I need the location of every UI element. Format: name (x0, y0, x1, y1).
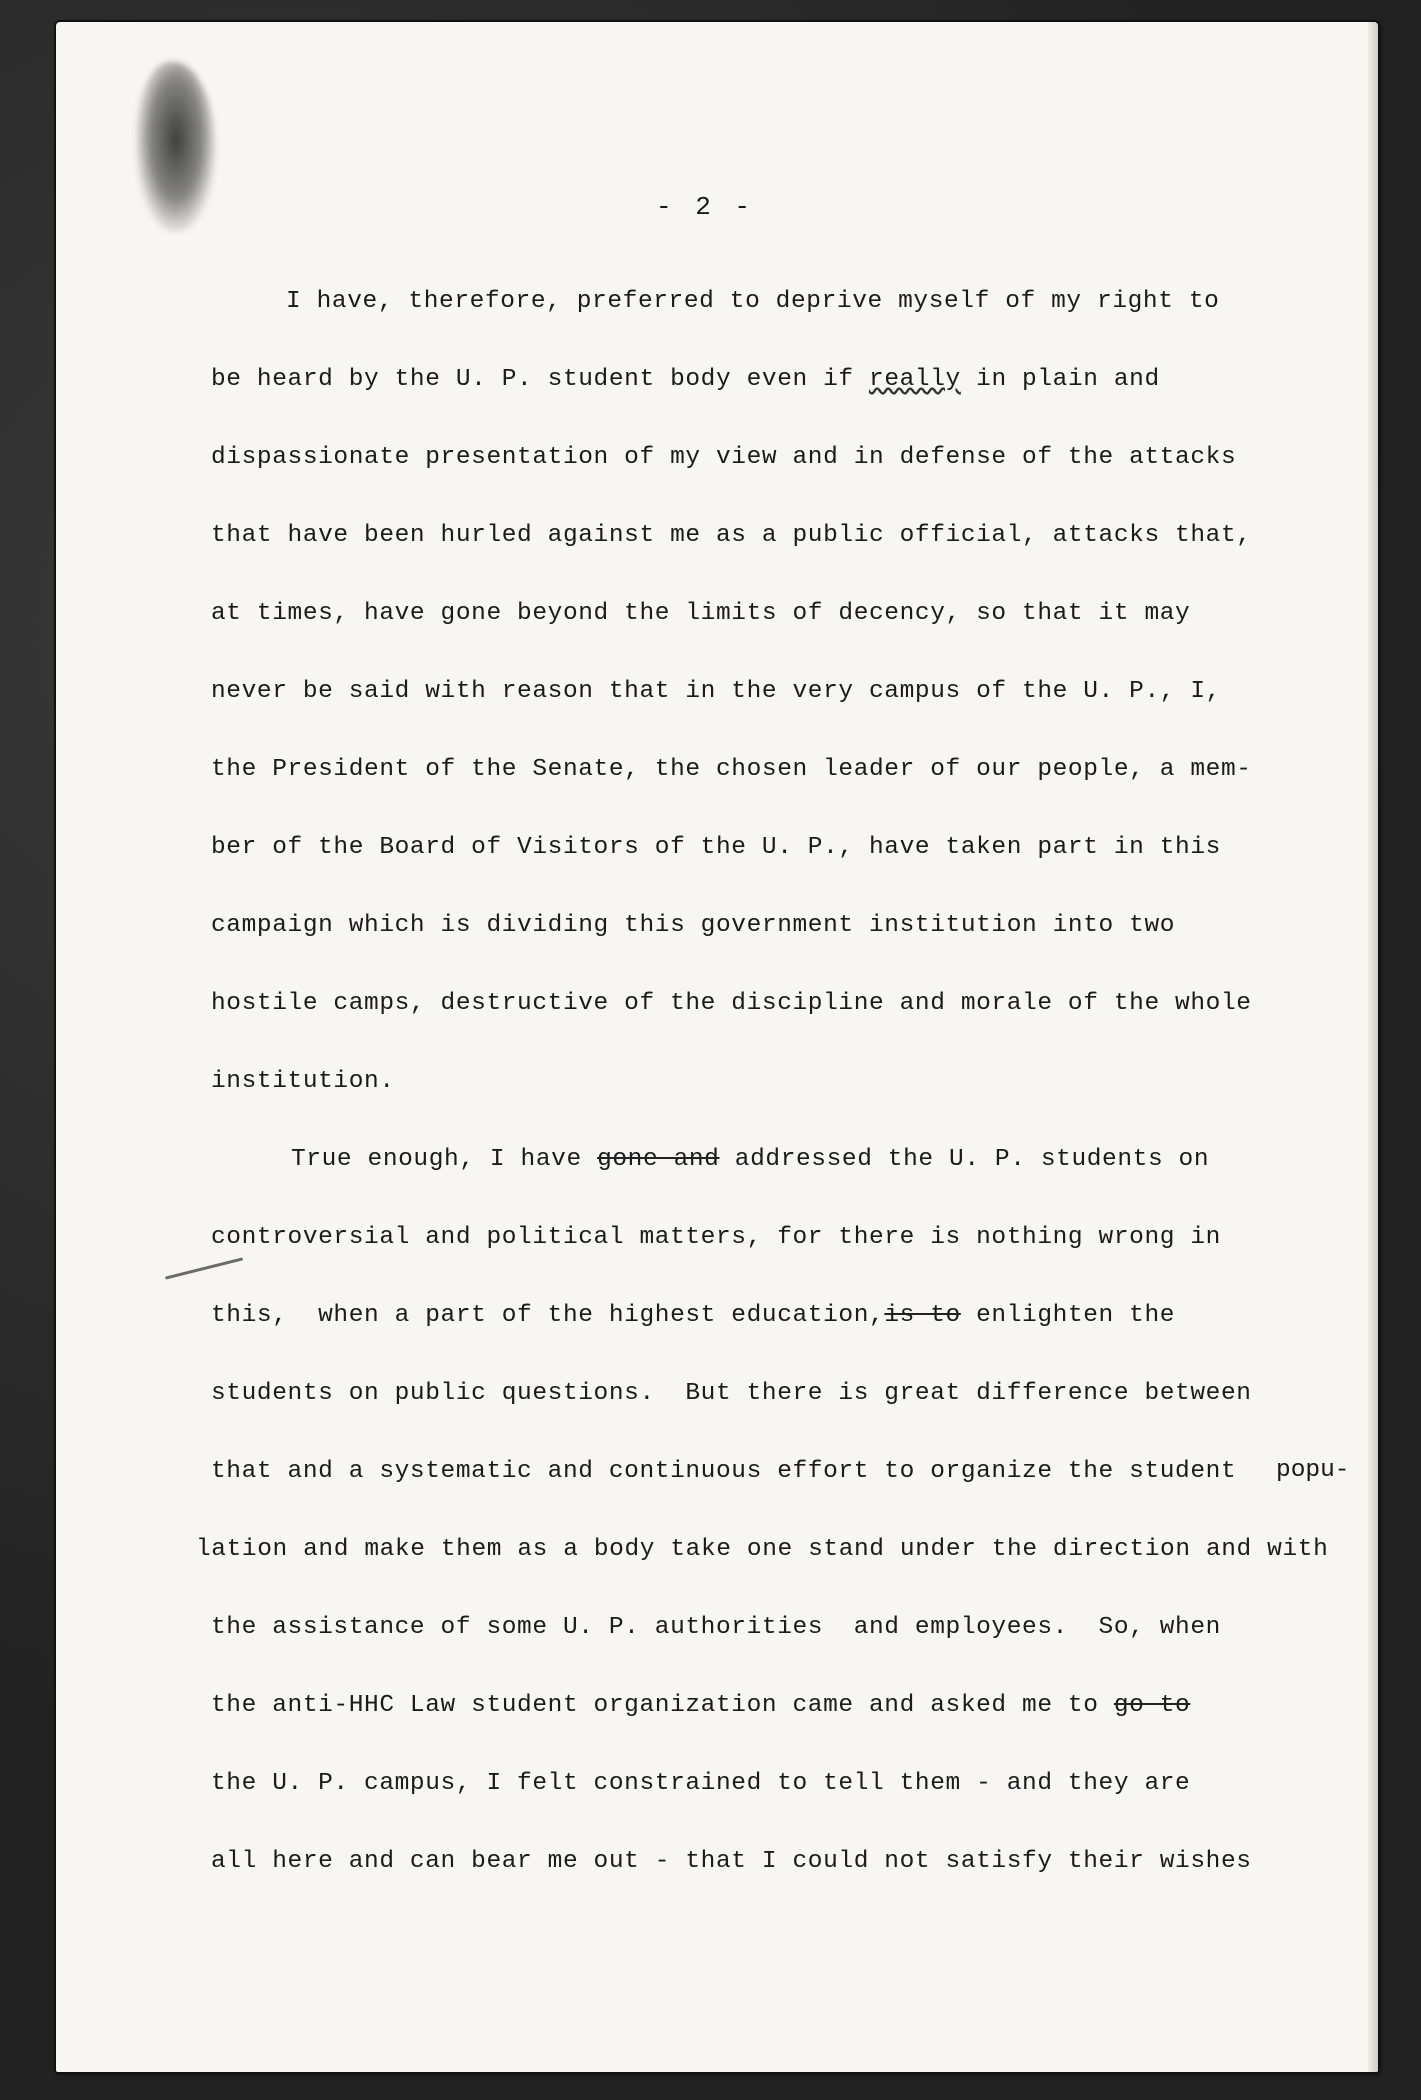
text-line-17: lation and make them as a body take one stand under the direction and with (196, 1536, 1329, 1563)
text-line-11: institution. (211, 1068, 395, 1095)
text-line-16: that and a systematic and continuous effort to organize the student (211, 1458, 1237, 1485)
text-line-15: students on public questions. But there is great difference between (211, 1380, 1252, 1407)
text-line-21: all here and can bear me out - that I could not satisfy their wishes (211, 1848, 1252, 1875)
page-edge (1368, 22, 1378, 2072)
text-line-14-tail: enlighten the (960, 1302, 1176, 1329)
ink-smudge (136, 62, 216, 232)
text-line-7: the President of the Senate, the chosen leader of our people, a mem- (211, 756, 1252, 783)
text-line-14 (211, 1301, 1175, 1331)
document-page (56, 22, 1378, 2072)
underlined-word: really (869, 366, 961, 393)
text-line-14-start: this, when a part of the highest education, (211, 1302, 885, 1329)
text-line-8: ber of the Board of Visitors of the U. P., have taken part in this (211, 834, 1221, 861)
pencil-mark (165, 1257, 243, 1279)
text-line-1: I have, therefore, preferred to deprive myself of my right to (286, 288, 1220, 315)
text-line-12 (291, 1145, 1209, 1175)
struck-text-2: is to (884, 1302, 961, 1329)
text-line-12-tail: addressed the U. P. students on (719, 1146, 1210, 1173)
text-line-5: at times, have gone beyond the limits of decency, so that it may (211, 600, 1191, 627)
text-line-10: hostile camps, destructive of the discipline and morale of the whole (211, 990, 1252, 1017)
text-line-2-start: be heard by the U. P. student body even if (211, 366, 870, 393)
page-number: - 2 - (656, 192, 755, 222)
margin-hyphenation: popu- (1276, 1457, 1350, 1484)
text-line-2 (211, 365, 1160, 395)
struck-text-1: gone and (597, 1146, 720, 1173)
text-line-4: that have been hurled against me as a public official, attacks that, (211, 522, 1252, 549)
text-line-6: never be said with reason that in the very campus of the U. P., I, (211, 678, 1221, 705)
text-line-3: dispassionate presentation of my view and in defense of the attacks (211, 444, 1237, 471)
text-line-19-start: the anti-HHC Law student organization came and asked me to (211, 1692, 1114, 1719)
text-line-12-start: True enough, I have (291, 1146, 598, 1173)
struck-text-3: go to (1113, 1692, 1191, 1719)
text-line-20: the U. P. campus, I felt constrained to tell them - and they are (211, 1770, 1191, 1797)
text-line-18: the assistance of some U. P. authorities and employees. So, when (211, 1614, 1221, 1641)
text-line-13: controversial and political matters, for there is nothing wrong in (211, 1224, 1221, 1251)
text-line-2-tail: in plain and (960, 366, 1160, 393)
text-line-9: campaign which is dividing this government institution into two (211, 912, 1176, 939)
text-line-19 (211, 1691, 1190, 1721)
